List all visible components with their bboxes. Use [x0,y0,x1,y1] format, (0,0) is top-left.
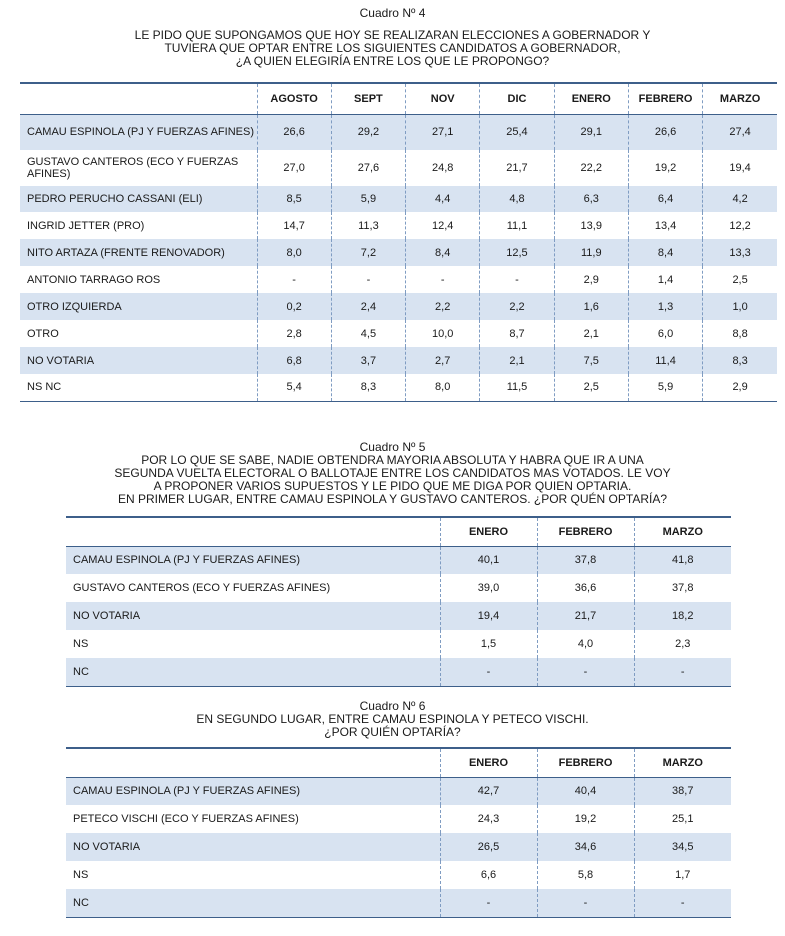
table-row [20,266,777,293]
cuadro4-number: Cuadro Nº 4 [359,6,426,20]
cell-value: 2,8 [257,320,331,347]
row-label: OTRO [27,327,59,340]
cell-value: 39,0 [440,574,537,602]
cell-value: 11,3 [331,212,405,239]
row-label: GUSTAVO CANTEROS (ECO Y FUERZAS AFINES) [73,582,331,594]
cuadro5-number: Cuadro Nº 5 [359,440,426,454]
cell-value: - [537,889,634,917]
cell-value: 11,9 [554,239,628,266]
row-label: NO VOTARIA [66,602,440,630]
cell-value: 0,2 [257,293,331,320]
cell-value: 21,7 [480,150,554,186]
cell-value: 4,2 [703,186,777,212]
cell-value: 37,8 [537,546,634,574]
cell-value: - [634,889,731,917]
cell-value: 29,1 [554,114,628,150]
cell-value: 10,0 [406,320,480,347]
cuadro6-table [66,747,731,918]
cell-value: 24,8 [406,150,480,186]
column-header: AGOSTO [257,83,331,114]
row-label: NS [73,869,89,881]
cell-value: 8,3 [331,374,405,401]
row-label: NO VOTARIA [66,833,440,861]
cell-value: 8,4 [406,239,480,266]
cell-value: 14,7 [257,212,331,239]
table-row [66,777,731,805]
cell-value: 7,2 [331,239,405,266]
column-header: MARZO [634,748,731,777]
cell-value: - [480,266,554,293]
column-header: NOV [406,83,480,114]
cell-value: 8,5 [257,186,331,212]
cell-value: 27,6 [331,150,405,186]
cell-value: 1,7 [634,861,731,889]
cell-value: 11,5 [480,374,554,401]
column-header: FEBRERO [537,748,634,777]
cell-value: 36,6 [537,574,634,602]
cell-value: 5,8 [537,861,634,889]
row-label: CAMAU ESPINOLA (PJ Y FUERZAS AFINES) [20,114,257,150]
cell-value: 12,2 [703,212,777,239]
row-label: NS [73,638,89,650]
table-row [66,658,731,686]
table-row [66,889,731,917]
table-row [66,574,731,602]
cell-value: 41,8 [634,546,731,574]
cell-value: - [634,658,731,686]
cuadro5-table [66,516,731,687]
cell-value: - [257,266,331,293]
row-label: NC [66,889,440,917]
cuadro4-title-line: TUVIERA QUE OPTAR ENTRE LOS SIGUIENTES CANDIDATOS A GOBERNADOR, [164,41,621,55]
row-label: CAMAU ESPINOLA (PJ Y FUERZAS AFINES) [66,546,440,574]
cell-value: 4,8 [480,186,554,212]
cell-value: 3,7 [331,347,405,374]
column-header: FEBRERO [628,83,702,114]
cell-value: 2,5 [703,266,777,293]
cuadro5-title-line: POR LO QUE SE SABE, NADIE OBTENDRA MAYORIA ABSOLUTA Y HABRA QUE IR A UNA [141,453,644,467]
cell-value: 13,3 [703,239,777,266]
cell-value: 6,8 [257,347,331,374]
cell-value: 4,5 [331,320,405,347]
cell-value: - [406,266,480,293]
table-row [20,239,777,266]
row-label: PETECO VISCHI (ECO Y FUERZAS AFINES) [73,813,299,825]
cell-value: 6,3 [554,186,628,212]
table-row [20,347,777,374]
table-row [66,602,731,630]
cell-value: 18,2 [634,602,731,630]
cell-value: 27,1 [406,114,480,150]
row-label: NC [66,658,440,686]
column-header: SEPT [331,83,405,114]
cell-value: 24,3 [440,805,537,833]
row-label: GUSTAVO CANTEROS (ECO Y FUERZAS AFINES) [27,156,239,180]
cell-value: 40,4 [537,777,634,805]
cell-value: 5,4 [257,374,331,401]
cell-value: - [331,266,405,293]
column-header: ENERO [440,748,537,777]
cell-value: 1,6 [554,293,628,320]
cell-value: 8,7 [480,320,554,347]
cuadro5-title-line: SEGUNDA VUELTA ELECTORAL O BALLOTAJE ENTRE LOS CANDIDATOS MAS VOTADOS. LE VOY [114,466,671,480]
cell-value: 34,5 [634,833,731,861]
label-header [66,517,440,546]
cell-value: 26,6 [628,114,702,150]
cell-value: 4,4 [406,186,480,212]
cuadro5-title-line: EN PRIMER LUGAR, ENTRE CAMAU ESPINOLA Y GUSTAVO CANTEROS. ¿POR QUÉN OPTARÍA? [118,492,667,506]
table-row [20,293,777,320]
cuadro5-caption [0,441,785,506]
row-label: INGRID JETTER (PRO) [27,219,145,232]
table-row [66,861,731,889]
cuadro6-caption [0,700,785,739]
cell-value: 1,3 [628,293,702,320]
cell-value: 13,4 [628,212,702,239]
label-header [20,83,257,114]
cell-value: 1,0 [703,293,777,320]
cell-value: 5,9 [628,374,702,401]
cell-value: - [440,658,537,686]
cell-value: 2,9 [703,374,777,401]
cuadro4-title-line: ¿A QUIEN ELEGIRÍA ENTRE LOS QUE LE PROPONGO? [235,54,550,68]
cuadro4-title-line: LE PIDO QUE SUPONGAMOS QUE HOY SE REALIZARAN ELECCIONES A GOBERNADOR Y [134,28,651,42]
label-header [66,748,440,777]
table-row [66,546,731,574]
cell-value: 25,1 [634,805,731,833]
cell-value: 8,8 [703,320,777,347]
column-header: DIC [480,83,554,114]
column-header: MARZO [634,517,731,546]
cell-value: 11,4 [628,347,702,374]
cell-value: 13,9 [554,212,628,239]
cell-value: 21,7 [537,602,634,630]
table-row [20,374,777,401]
cell-value: 2,2 [406,293,480,320]
cell-value: 22,2 [554,150,628,186]
cell-value: 37,8 [634,574,731,602]
table-row [66,833,731,861]
row-label: NO VOTARIA [20,347,257,374]
cell-value: 11,1 [480,212,554,239]
cuadro4-caption [0,7,785,68]
header-row [66,517,731,546]
cell-value: 2,4 [331,293,405,320]
cell-value: 6,0 [628,320,702,347]
cell-value: 19,4 [440,602,537,630]
cell-value: 25,4 [480,114,554,150]
header-row [66,748,731,777]
header-row [20,83,777,114]
cell-value: 40,1 [440,546,537,574]
cell-value: 6,6 [440,861,537,889]
cell-value: - [440,889,537,917]
row-label: OTRO IZQUIERDA [20,293,257,320]
cell-value: 19,2 [628,150,702,186]
cell-value: 5,9 [331,186,405,212]
cell-value: 4,0 [537,630,634,658]
cuadro5-title-line: A PROPONER VARIOS SUPUESTOS Y LE PIDO QUE ME DIGA POR QUIEN OPTARIA. [153,479,632,493]
cuadro6-title-line: EN SEGUNDO LUGAR, ENTRE CAMAU ESPINOLA Y PETECO VISCHI. [196,712,589,726]
cell-value: 8,3 [703,347,777,374]
cell-value: 8,4 [628,239,702,266]
table-row [20,212,777,239]
column-header: ENERO [440,517,537,546]
cell-value: 1,5 [440,630,537,658]
row-label: NITO ARTAZA (FRENTE RENOVADOR) [20,239,257,266]
cell-value: 2,1 [480,347,554,374]
table-row [20,320,777,347]
cell-value: 26,5 [440,833,537,861]
column-header: FEBRERO [537,517,634,546]
cell-value: 2,9 [554,266,628,293]
row-label: ANTONIO TARRAGO ROS [27,273,161,286]
cell-value: 12,4 [406,212,480,239]
row-label: PEDRO PERUCHO CASSANI (ELI) [20,186,257,212]
cell-value: 26,6 [257,114,331,150]
cell-value: 8,0 [257,239,331,266]
cell-value: 34,6 [537,833,634,861]
cell-value: 2,1 [554,320,628,347]
cell-value: 42,7 [440,777,537,805]
cell-value: 38,7 [634,777,731,805]
cell-value: 7,5 [554,347,628,374]
table-row [66,805,731,833]
cell-value: 19,4 [703,150,777,186]
cell-value: 27,4 [703,114,777,150]
row-label: CAMAU ESPINOLA (PJ Y FUERZAS AFINES) [66,777,440,805]
column-header: MARZO [703,83,777,114]
cell-value: 8,0 [406,374,480,401]
table-row [20,186,777,212]
cell-value: 6,4 [628,186,702,212]
cuadro4-table [20,82,777,402]
table-row [20,114,777,150]
cell-value: 2,3 [634,630,731,658]
cell-value: 2,7 [406,347,480,374]
cell-value: 2,2 [480,293,554,320]
cell-value: 27,0 [257,150,331,186]
cell-value: 29,2 [331,114,405,150]
cell-value: 1,4 [628,266,702,293]
row-label: NS NC [20,374,257,401]
cell-value: - [537,658,634,686]
cuadro6-number: Cuadro Nº 6 [359,699,426,713]
cell-value: 19,2 [537,805,634,833]
table-row [66,630,731,658]
column-header: ENERO [554,83,628,114]
table-row [20,150,777,186]
cell-value: 2,5 [554,374,628,401]
cell-value: 12,5 [480,239,554,266]
cuadro6-title-line: ¿POR QUIÉN OPTARÍA? [324,725,461,739]
